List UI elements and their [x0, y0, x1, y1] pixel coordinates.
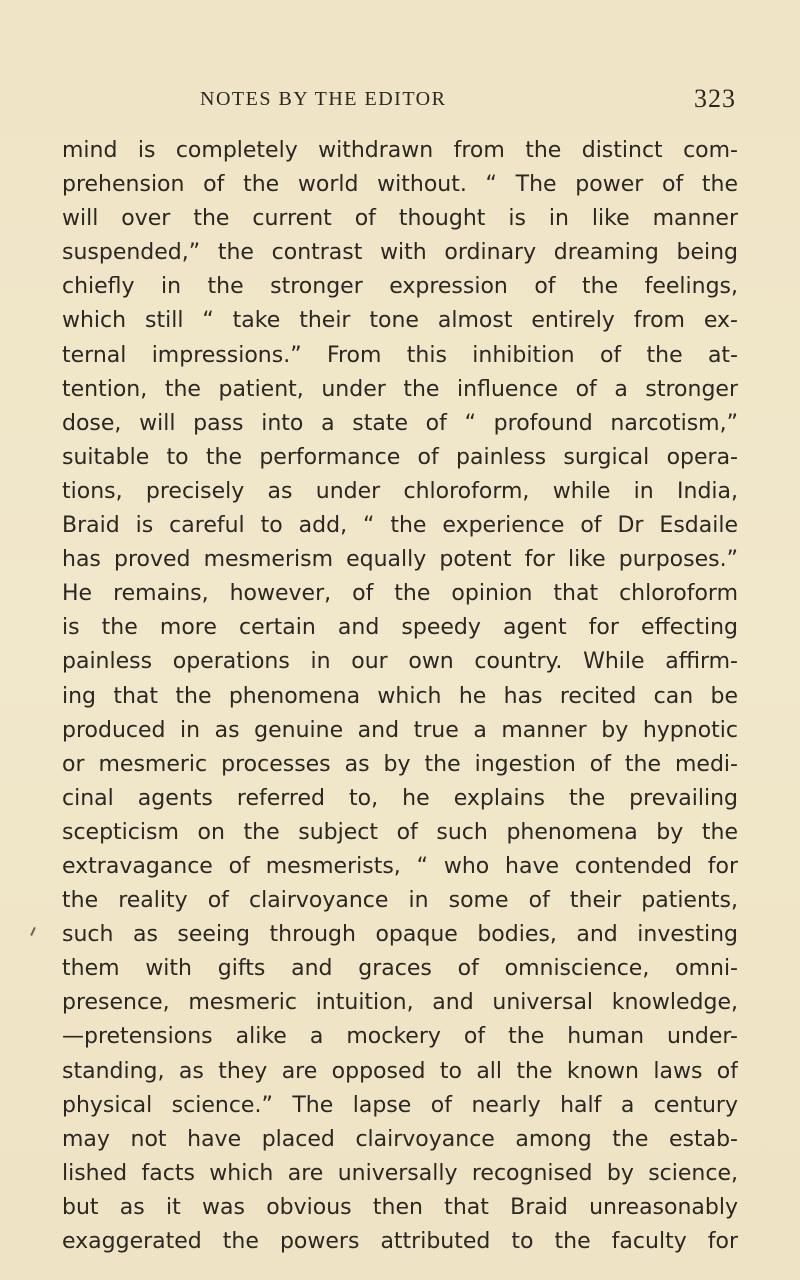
text-line: ternal impressions.” From this inhibition of the at-	[62, 342, 738, 368]
text-line: produced in as genuine and true a manner by hypnotic	[62, 717, 738, 743]
page-header	[60, 84, 736, 128]
text-line: such as seeing through opaque bodies, and investing	[62, 922, 738, 948]
text-line: chiefly in the stronger expression of the feelings,	[62, 274, 738, 300]
page-number: 323	[694, 84, 736, 113]
text-line: suspended,” the contrast with ordinary dreaming being	[62, 240, 738, 266]
text-line: tions, precisely as under chloroform, while in India,	[62, 478, 738, 504]
text-line: —pretensions alike a mockery of the human under-	[62, 1024, 738, 1050]
body-text	[62, 134, 738, 1259]
text-line: which still “ take their tone almost entirely from ex-	[62, 308, 738, 334]
text-line: or mesmeric processes as by the ingestion of the medi-	[62, 751, 738, 777]
text-line: suitable to the performance of painless surgical opera-	[62, 444, 738, 470]
text-line: presence, mesmeric intuition, and universal knowledge,	[62, 990, 738, 1016]
text-line: prehension of the world without. “ The power of the	[62, 172, 738, 198]
text-line: dose, will pass into a state of “ profound narcotism,”	[62, 410, 738, 436]
text-line: will over the current of thought is in like manner	[62, 206, 738, 232]
text-line: physical science.” The lapse of nearly half a century	[62, 1092, 738, 1118]
text-line: them with gifts and graces of omniscience, omni-	[62, 956, 738, 982]
text-line: Braid is careful to add, “ the experience of Dr Esdaile	[62, 513, 738, 539]
text-line: scepticism on the subject of such phenomena by the	[62, 819, 738, 845]
text-line: is the more certain and speedy agent for effecting	[62, 615, 738, 641]
text-line: mind is completely withdrawn from the distinct com-	[62, 138, 738, 163]
text-line: the reality of clairvoyance in some of their patients,	[62, 888, 738, 914]
text-line: has proved mesmerism equally potent for like purposes.”	[62, 547, 738, 573]
text-line: tention, the patient, under the influence of a stronger	[62, 376, 738, 402]
text-line: He remains, however, of the opinion that chloroform	[62, 581, 738, 607]
text-line: lished facts which are universally recognised by science,	[62, 1160, 738, 1186]
margin-mark	[30, 927, 36, 936]
text-line: standing, as they are opposed to all the known laws of	[62, 1058, 738, 1084]
running-head: NOTES BY THE EDITOR	[200, 88, 447, 110]
text-line: may not have placed clairvoyance among the estab-	[62, 1126, 738, 1152]
text-line: extravagance of mesmerists, “ who have contended for	[62, 853, 738, 879]
text-line: cinal agents referred to, he explains the prevailing	[62, 785, 738, 811]
text-line: exaggerated the powers attributed to the faculty for	[62, 1229, 738, 1254]
text-line: painless operations in our own country. While affirm-	[62, 649, 738, 675]
text-line: ing that the phenomena which he has recited can be	[62, 683, 738, 709]
text-line: but as it was obvious then that Braid unreasonably	[62, 1194, 738, 1220]
